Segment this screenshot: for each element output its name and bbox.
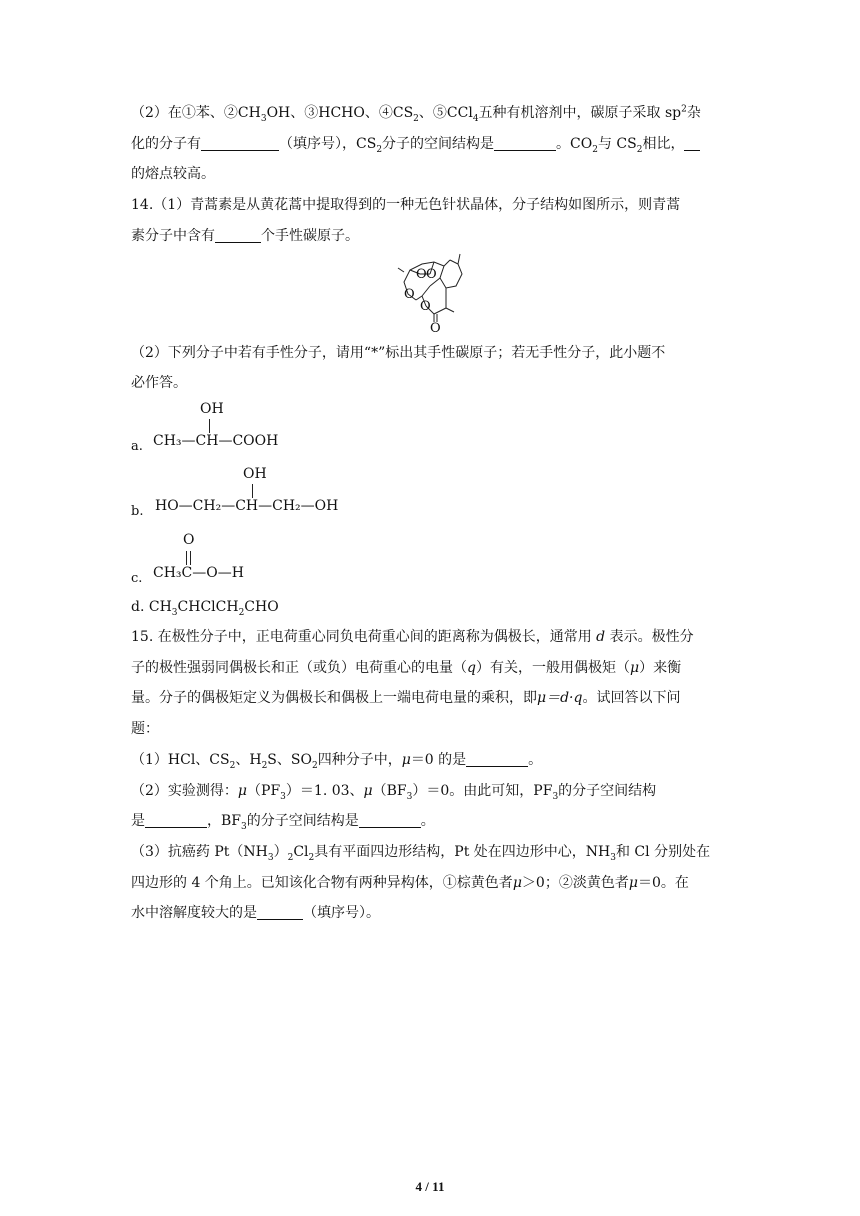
q15-part3-line2: 四边形的 4 个角上。已知该化合物有两种异构体，①棕黄色者μ＞0；②淡黄色者μ＝0。在 xyxy=(131,875,689,891)
atom-o5: O xyxy=(430,321,441,334)
answer-blank[interactable] xyxy=(466,752,528,767)
answer-blank[interactable] xyxy=(145,813,207,828)
option-c-formula: CH₃C—O—H xyxy=(153,565,244,581)
q13-part2-line1: （2）在①苯、$②CH_3OH$、③HCHO、$④CS_2$、⑤CCl$_4$五种有机溶剂中，碳原子采取 $sp^2$杂 xyxy=(131,104,701,124)
page-number: 4 / 11 xyxy=(415,1179,445,1194)
q15-part3-line3: 水中溶解度较大的是 （填序号）。 xyxy=(131,905,380,921)
answer-blank[interactable] xyxy=(494,136,556,151)
option-a-label: a. xyxy=(131,439,143,454)
bond-line xyxy=(190,551,191,565)
bond-line xyxy=(252,484,253,498)
option-c xyxy=(131,532,331,590)
artemisinin-structure xyxy=(392,252,482,334)
option-c-o: O xyxy=(183,532,195,548)
q14-part2-line1: （2）下列分子中若有手性分子，请用“*”标出其手性碳原子；若无手性分子，此小题不 xyxy=(131,345,666,361)
option-b-label: b. xyxy=(131,504,144,519)
answer-blank[interactable] xyxy=(359,813,421,828)
q15-line2: 子的极性强弱同偶极长和正（或负）电荷重心的电量（q）有关，一般用偶极矩（μ）来衡 xyxy=(131,660,682,676)
answer-blank[interactable] xyxy=(215,228,261,243)
q15-line3: 量。分子的偶极矩定义为偶极长和偶极上一端电荷电量的乘积，即μ＝d·q。试回答以下问 xyxy=(131,690,681,706)
q14-line2: 素分子中含有 个手性碳原子。 xyxy=(131,228,359,244)
answer-blank[interactable] xyxy=(201,136,279,151)
q13-part2-line2: 化的分子有 （填序号），$CS_2$分子的空间结构是 。$CO_2$与 $CS_2$相比， xyxy=(131,134,700,154)
q15-part1: （1）HCl、$CS_2$、$H_2S$、$SO_2$四种分子中，μ＝0 的是 。 xyxy=(131,752,543,771)
option-d: d. $CH_3CHClCH_2CHO$ xyxy=(131,599,279,618)
q15-part2-line2: 是 ，$BF_3$的分子空间结构是 。 xyxy=(131,813,435,832)
q15-part2-line1: （2）实验测得：$\mu(PF_3)=1$. 03、$\mu(BF_3)=0$。由此可知，$PF_3$的分子空间结构 xyxy=(131,783,657,802)
atom-o2: O xyxy=(426,267,437,282)
option-b-formula: HO—CH₂—CH—CH₂—OH xyxy=(155,498,339,514)
bond-line xyxy=(186,551,187,565)
option-a-formula: CH₃—CH—COOH xyxy=(153,433,279,449)
atom-o3: O xyxy=(404,287,415,302)
answer-blank[interactable] xyxy=(684,136,700,151)
bond-line xyxy=(209,419,210,433)
q15-line4: 题： xyxy=(131,721,159,737)
option-c-label: c. xyxy=(131,571,143,586)
option-a xyxy=(131,400,391,458)
q14-line1: 14.（1）青蒿素是从黄花蒿中提取得到的一种无色针状晶体，分子结构如图所示，则青蒿 xyxy=(131,197,681,213)
answer-blank[interactable] xyxy=(257,905,303,920)
option-b xyxy=(131,465,431,523)
q14-part2-line2: 必作答。 xyxy=(131,375,187,391)
option-b-oh: OH xyxy=(243,466,267,482)
q13-part2-line3: 的熔点较高。 xyxy=(131,166,215,182)
atom-o1: O xyxy=(416,267,427,282)
q15-part3-line1: （3）抗癌药 $Pt(NH_3)_2Cl_2$具有平面四边形结构，Pt 处在四边形中心，$NH_3$和 Cl 分别处在 xyxy=(131,844,711,863)
atom-o4: O xyxy=(420,299,431,314)
option-a-oh: OH xyxy=(200,401,224,417)
q15-line1: 15. 在极性分子中，正电荷重心同负电荷重心间的距离称为偶极长，通常用 d 表示。极性分 xyxy=(131,629,694,645)
